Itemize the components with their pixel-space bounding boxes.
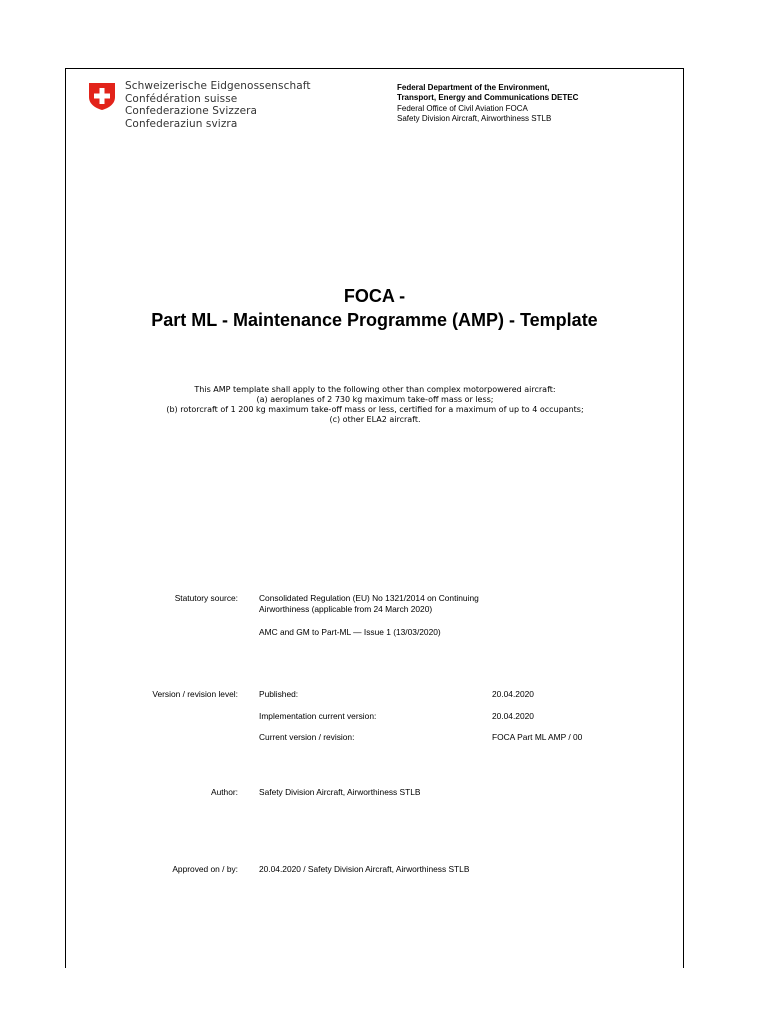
statutory-source-value: [259, 593, 479, 615]
implementation-key: Implementation current version:: [259, 711, 377, 721]
current-version-value: FOCA Part ML AMP / 00: [492, 732, 583, 742]
statutory-source-label: Statutory source:: [174, 593, 238, 603]
page-title-line-2: Part ML - Maintenance Programme (AMP) - Template: [151, 310, 598, 330]
department-line-2: Transport, Energy and Communications DETEC: [397, 93, 579, 103]
page-title-line-1: FOCA -: [343, 286, 406, 306]
scope-line-3: (b) rotorcraft of 1 200 kg maximum take-off mass or less, certified for a maximum of up to 4 occupants;: [166, 405, 584, 414]
scope-line-1: This AMP template shall apply to the following other than complex motorpowered aircraft:: [194, 385, 556, 394]
author-label: Author:: [210, 787, 238, 797]
confederation-line-fr: Confédération suisse: [125, 92, 238, 105]
confederation-line-it: Confederazione Svizzera: [125, 105, 258, 117]
version-label: Version / revision level:: [152, 689, 238, 699]
statutory-line-2: Airworthiness (applicable from 24 March 2020): [259, 604, 433, 614]
document-page: [65, 68, 684, 968]
department-line-3: Federal Office of Civil Aviation FOCA: [397, 103, 528, 113]
confederation-names: [125, 80, 311, 130]
published-key: Published:: [259, 689, 299, 699]
confederation-line-rm: Confederaziun svizra: [125, 117, 238, 130]
author-value: Safety Division Aircraft, Airworthiness STLB: [259, 787, 421, 797]
published-value: 20.04.2020: [492, 689, 534, 699]
statutory-line-3: AMC and GM to Part-ML — Issue 1 (13/03/2020): [259, 627, 441, 637]
department-line-4: Safety Division Aircraft, Airworthiness STLB: [397, 113, 552, 123]
statutory-line-1: Consolidated Regulation (EU) No 1321/2014 on Continuing: [259, 593, 479, 603]
approved-value: 20.04.2020 / Safety Division Aircraft, Airworthiness STLB: [259, 864, 470, 874]
scope-line-2: (a) aeroplanes of 2 730 kg maximum take-off mass or less;: [256, 395, 494, 404]
swiss-flag-icon: [87, 81, 117, 111]
implementation-value: 20.04.2020: [492, 711, 534, 721]
scope-paragraph: [140, 385, 610, 425]
confederation-line-de: Schweizerische Eidgenossenschaft: [125, 80, 311, 92]
approved-label: Approved on / by:: [172, 864, 238, 874]
department-block: [397, 83, 578, 124]
scope-line-4: (c) other ELA2 aircraft.: [329, 415, 421, 424]
department-line-1: Federal Department of the Environment,: [397, 83, 550, 92]
current-version-key: Current version / revision:: [259, 732, 355, 742]
